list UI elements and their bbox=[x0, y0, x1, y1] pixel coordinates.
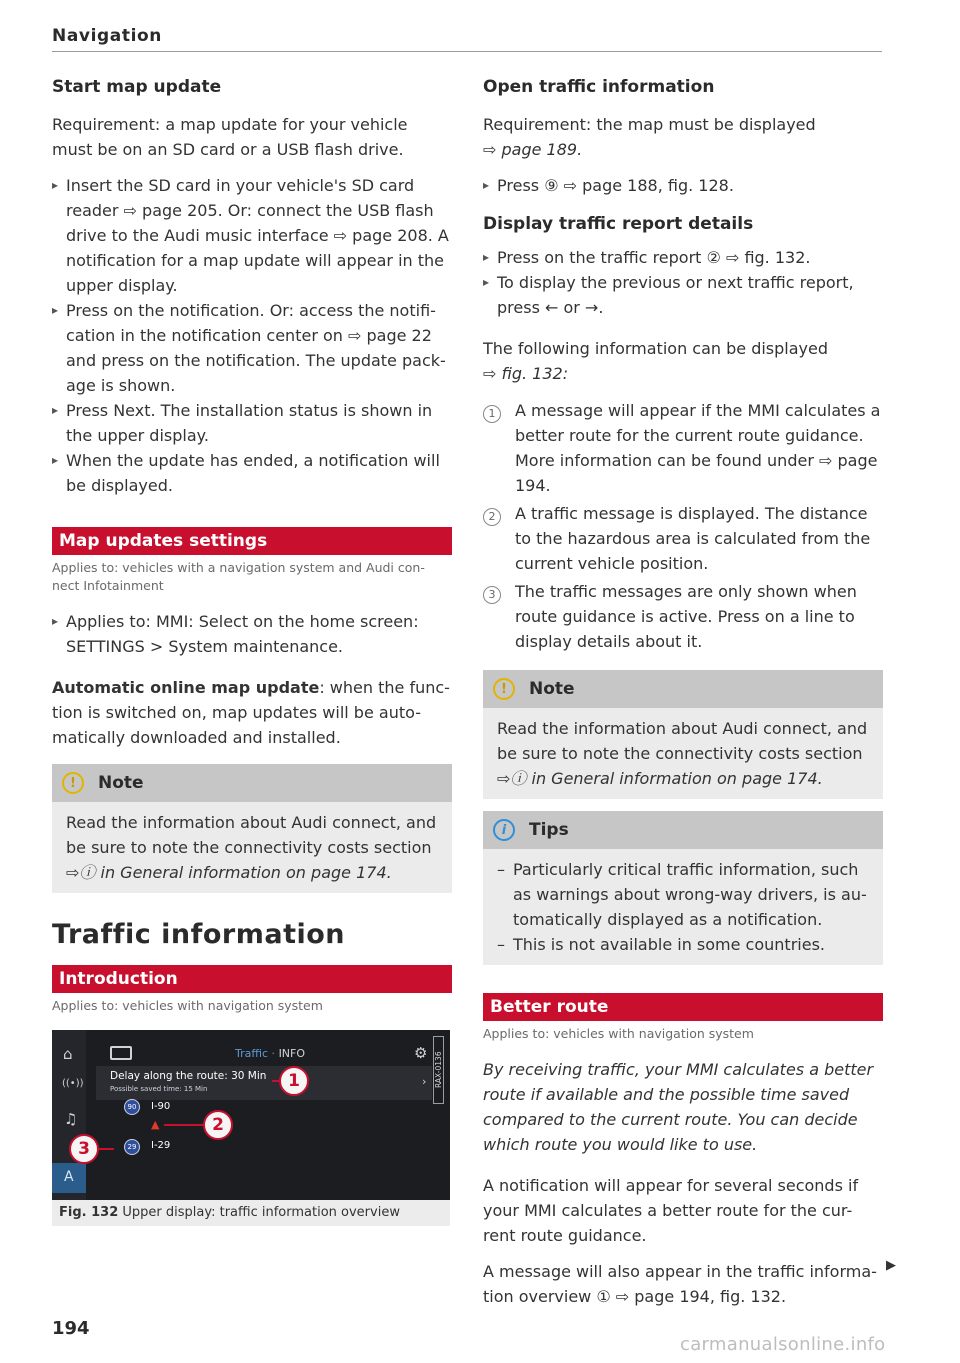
saved-text: Possible saved time: 15 Min bbox=[110, 1085, 208, 1093]
better-route-heading: Better route bbox=[483, 993, 883, 1021]
definition-text: The traffic messages are only shown when route guidance is active. Press on a line to display details about it. bbox=[515, 582, 857, 651]
page-number: 194 bbox=[52, 1318, 90, 1339]
note-body bbox=[483, 708, 883, 799]
intro-applies: Applies to: vehicles with navigation system bbox=[52, 998, 323, 1013]
music-icon: ♫ bbox=[64, 1110, 78, 1128]
navigation-icon: A bbox=[64, 1169, 74, 1185]
definition-item bbox=[483, 501, 883, 576]
watermark: carmanualsonline.info bbox=[680, 1334, 886, 1355]
tip-item: – This is not available in some countries. bbox=[497, 932, 869, 957]
open-traffic-requirement-ref: ⇨ page 189. bbox=[483, 140, 583, 159]
step-item: ▸ To display the previous or next traffic report, press ← or →. bbox=[483, 270, 883, 320]
better-route-intro: By receiving traffic, your MMI calculates a better route if available and the possible time saved compared to the current route. You can decide which route you would like to use. bbox=[483, 1060, 874, 1154]
note-ref: ⇨ⓘ in General information on page 174. bbox=[497, 769, 823, 788]
callout-2: 2 bbox=[203, 1110, 233, 1140]
open-traffic-heading: Open traffic information bbox=[483, 77, 715, 97]
warning-icon: ! bbox=[62, 772, 84, 794]
continue-arrow-icon: ▶ bbox=[886, 1258, 896, 1273]
note-heading: Note bbox=[529, 679, 575, 699]
number-marker: 1 bbox=[483, 405, 501, 423]
step-item: ▸ Press on the traffic report ② ⇨ fig. 132. bbox=[483, 245, 883, 270]
figure-header: Traffic · INFO bbox=[235, 1047, 306, 1060]
definition-text: A traffic message is displayed. The distance to the hazardous area is calculated from the current vehicle position. bbox=[515, 504, 871, 573]
callout-3: 3 bbox=[69, 1134, 99, 1164]
definition-item bbox=[483, 579, 883, 654]
note-box bbox=[483, 670, 883, 799]
page-header bbox=[52, 26, 882, 52]
open-traffic-requirement: Requirement: the map must be displayed bbox=[483, 115, 816, 134]
home-icon: ⌂ bbox=[63, 1045, 73, 1063]
map-updates-settings-heading: Map updates settings bbox=[52, 527, 452, 555]
note-text: Read the information about Audi connect, and be sure to note the connectivity costs section bbox=[497, 719, 868, 763]
following-info-ref: ⇨ fig. 132: bbox=[483, 364, 569, 383]
note-body bbox=[52, 802, 452, 893]
display-details-heading: Display traffic report details bbox=[483, 214, 754, 234]
section-title: Navigation bbox=[52, 26, 162, 46]
figure-label: Fig. 132 bbox=[59, 1205, 119, 1220]
better-route-paragraph-2: A message will also appear in the traffic informa-tion overview ① ⇨ page 194, fig. 132. bbox=[483, 1262, 877, 1306]
open-traffic-steps bbox=[483, 173, 883, 198]
note-heading: Note bbox=[98, 773, 144, 793]
step-item: ▸ Press ⑨ ⇨ page 188, fig. 128. bbox=[483, 173, 883, 198]
note-box bbox=[52, 764, 452, 893]
delay-text: Delay along the route: 30 Min bbox=[110, 1070, 267, 1082]
step-item: ▸ Press on the notification. Or: access the notifi-cation in the notification center on ⇨ page 22 and press on the notification. The update pack-age is shown. bbox=[52, 298, 452, 398]
road-1-label: I-90 bbox=[151, 1101, 171, 1112]
header-info: INFO bbox=[278, 1047, 306, 1060]
tips-heading: Tips bbox=[529, 820, 569, 840]
auto-update-paragraph bbox=[52, 675, 452, 750]
back-icon bbox=[110, 1046, 132, 1060]
definition-item bbox=[483, 398, 883, 498]
better-route-applies: Applies to: vehicles with navigation system bbox=[483, 1026, 754, 1041]
warning-icon: ! bbox=[493, 678, 515, 700]
interstate-shield-icon: 90 bbox=[124, 1099, 140, 1115]
auto-update-label: Automatic online map update bbox=[52, 678, 320, 697]
right-column bbox=[483, 74, 883, 1309]
definition-text: A message will appear if the MMI calculates a better route for the current route guidance. More information can be found under ⇨ page 194. bbox=[515, 401, 881, 495]
left-column bbox=[52, 74, 452, 1226]
road-2-label: I-29 bbox=[151, 1140, 171, 1151]
number-marker: 3 bbox=[483, 586, 501, 604]
figure-side-code: RAX-0136 bbox=[433, 1036, 444, 1104]
start-update-steps bbox=[52, 173, 452, 498]
auto-update-text: : when the func-tion is switched on, map updates will be auto-matically downloaded and installed. bbox=[52, 678, 450, 747]
callout-2-line bbox=[164, 1124, 208, 1126]
note-header bbox=[483, 670, 883, 708]
tips-box bbox=[483, 811, 883, 965]
tips-list bbox=[483, 849, 883, 965]
step-item: ▸ When the update has ended, a notification will be displayed. bbox=[52, 448, 452, 498]
note-ref: ⇨ⓘ in General information on page 174. bbox=[66, 863, 392, 882]
introduction-heading: Introduction bbox=[52, 965, 452, 993]
hazard-icon: ▲ bbox=[151, 1118, 160, 1131]
step-item: ▸ Insert the SD card in your vehicle's SD card reader ⇨ page 205. Or: connect the USB flash drive to the Audi music interface ⇨ page 208. A notification for a map update will appear in the upper display. bbox=[52, 173, 452, 298]
start-map-update-heading: Start map update bbox=[52, 77, 222, 97]
note-text: Read the information about Audi connect, and be sure to note the connectivity costs section bbox=[66, 813, 437, 857]
chevron-right-icon: › bbox=[422, 1075, 427, 1088]
settings-applies: Applies to: vehicles with a navigation system and Audi con-nect Infotainment bbox=[52, 560, 425, 593]
figure-caption bbox=[52, 1200, 450, 1226]
figure-caption-text: Upper display: traffic information overview bbox=[122, 1205, 400, 1220]
header-traffic: Traffic bbox=[235, 1047, 269, 1060]
display-details-steps bbox=[483, 245, 883, 320]
note-header bbox=[52, 764, 452, 802]
traffic-information-heading: Traffic information bbox=[52, 919, 346, 950]
settings-gear-icon: ⚙ bbox=[414, 1044, 428, 1062]
tips-header bbox=[483, 811, 883, 849]
start-update-requirement: Requirement: a map update for your vehicle must be on an SD card or a USB flash drive. bbox=[52, 115, 408, 159]
number-marker: 2 bbox=[483, 508, 501, 526]
callout-1: 1 bbox=[279, 1066, 309, 1096]
interstate-shield-icon: 29 bbox=[124, 1139, 140, 1155]
settings-steps bbox=[52, 609, 452, 659]
radio-icon: ((•)) bbox=[62, 1078, 84, 1089]
step-item: ▸ Applies to: MMI: Select on the home screen: SETTINGS > System maintenance. bbox=[52, 609, 452, 659]
tip-item: – Particularly critical traffic information, such as warnings about wrong-way drivers, is au-tomatically displayed as a notification. bbox=[497, 857, 869, 932]
following-info: The following information can be displayed bbox=[483, 339, 829, 358]
step-item: ▸ Press Next. The installation status is shown in the upper display. bbox=[52, 398, 452, 448]
traffic-figure bbox=[52, 1030, 450, 1200]
info-icon: i bbox=[493, 819, 515, 841]
better-route-paragraph-1: A notification will appear for several seconds if your MMI calculates a better route for the cur-rent route guidance. bbox=[483, 1176, 859, 1245]
